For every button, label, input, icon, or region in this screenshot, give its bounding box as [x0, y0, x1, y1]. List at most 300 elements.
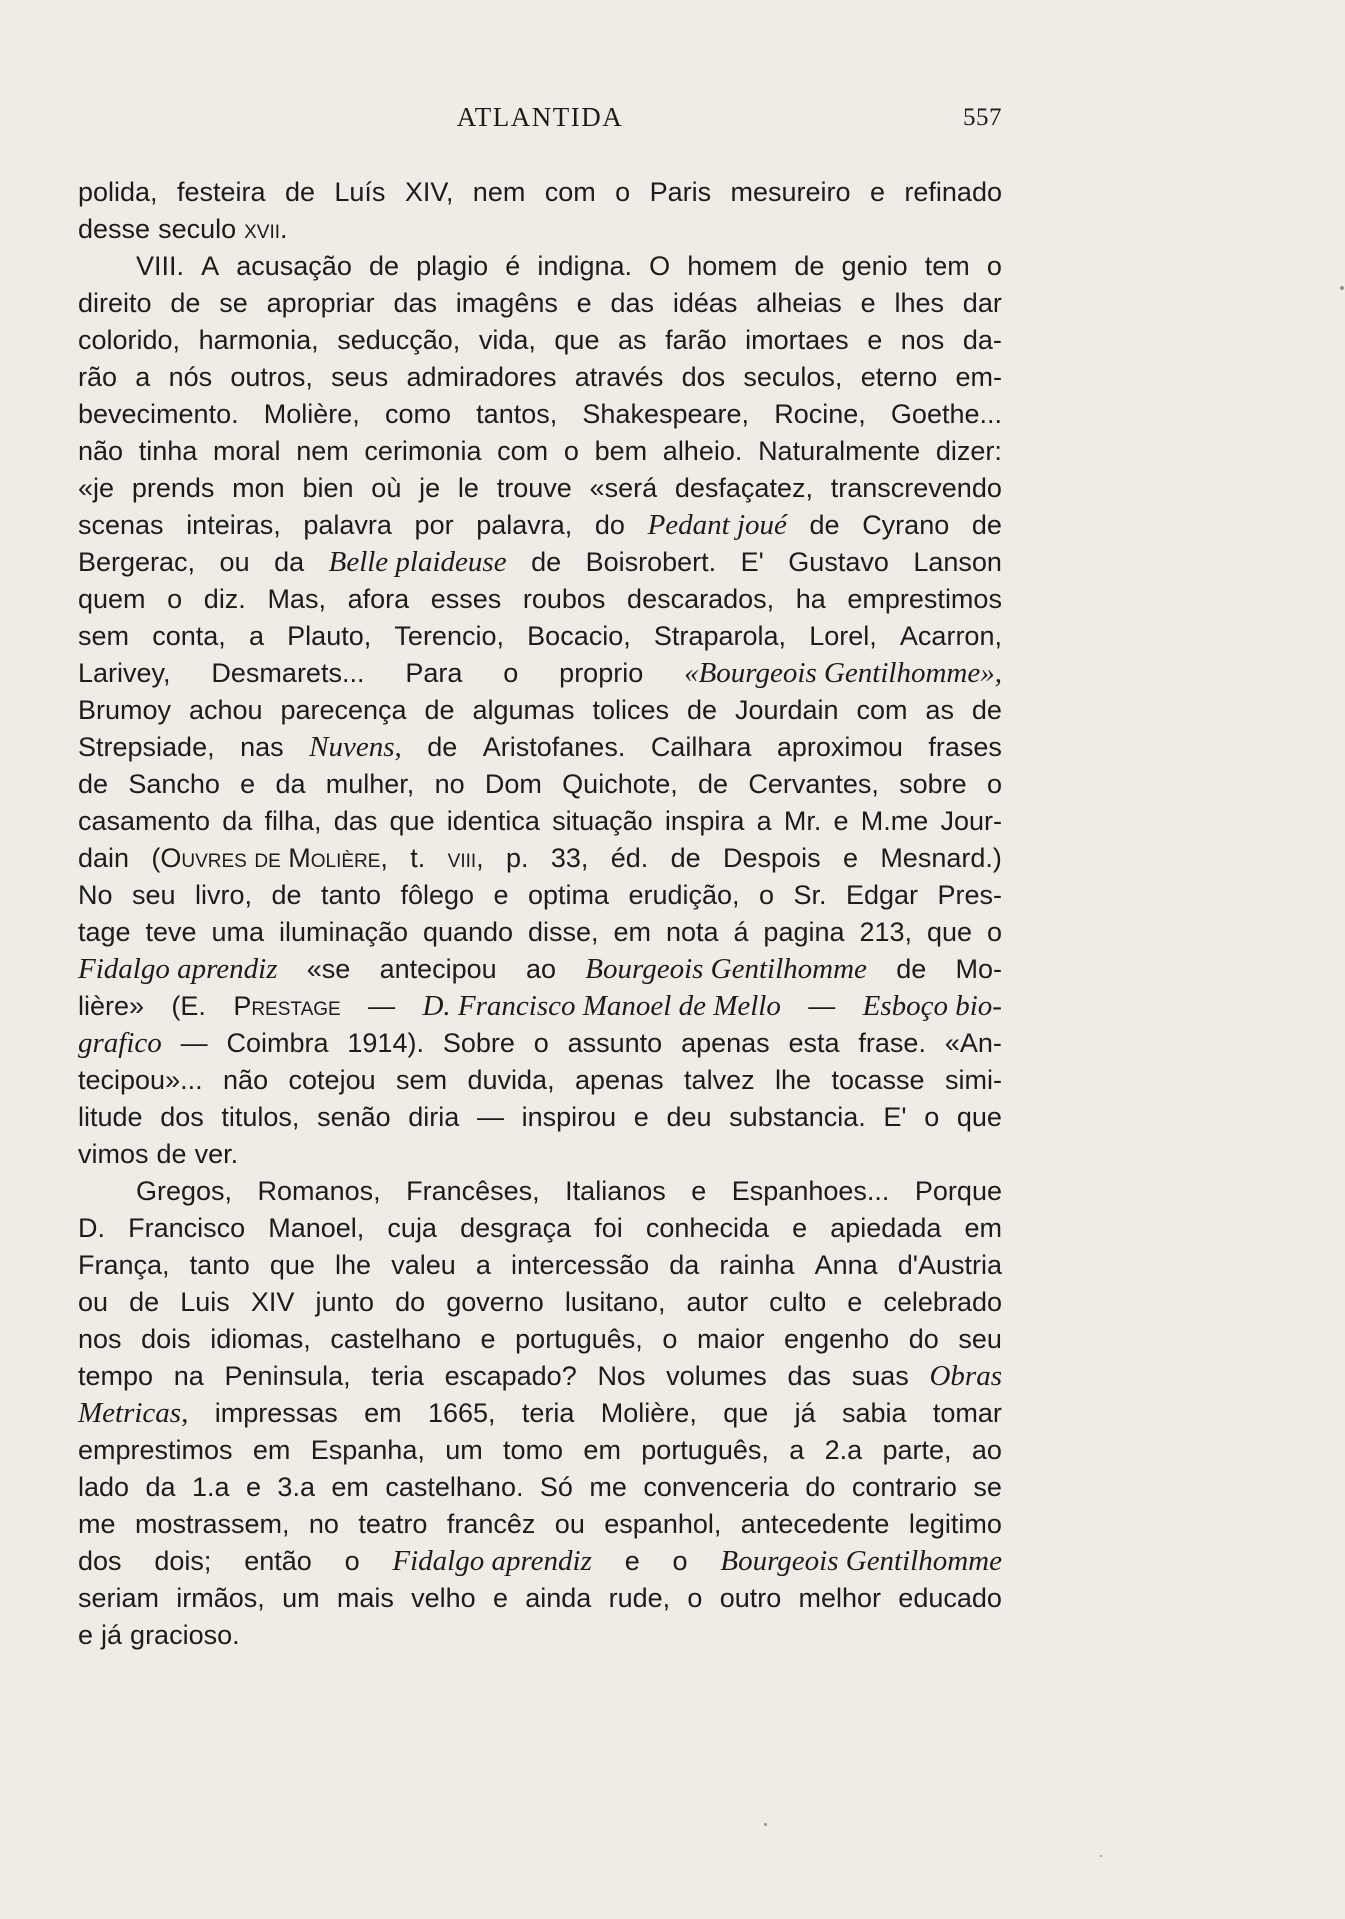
text-word: Goethe... — [890, 399, 1002, 429]
text-word: Brumoy — [78, 695, 172, 725]
text-word: e — [492, 1583, 508, 1613]
text-word: Fidalgo aprendiz — [78, 953, 278, 985]
text-word: lhes — [894, 288, 944, 318]
text-word: Aristofanes. — [482, 732, 626, 762]
text-word: titulos, — [221, 1102, 300, 1132]
text-line — [78, 174, 1002, 211]
text-word: lière» — [78, 991, 145, 1021]
text-line — [78, 877, 1002, 914]
text-line — [78, 470, 1002, 507]
text-word: senão — [317, 1102, 391, 1132]
text-word: da — [145, 1472, 176, 1502]
text-line — [78, 1210, 1002, 1247]
text-word: mais — [336, 1583, 394, 1613]
text-word: mesureiro — [730, 177, 851, 207]
text-word: Bourgeois Gentilhomme — [585, 953, 867, 985]
text-word: afora — [347, 584, 410, 614]
paper-speck — [1340, 286, 1344, 290]
text-word: o — [986, 769, 1002, 799]
text-word: dos — [160, 1102, 204, 1132]
text-word: cotejou — [288, 1065, 376, 1095]
text-word: engenho — [784, 1324, 890, 1354]
text-word: e — [869, 177, 885, 207]
text-word: No — [78, 880, 113, 910]
text-word: optima — [527, 880, 610, 910]
text-word: ou — [219, 547, 250, 577]
text-line — [78, 951, 1002, 988]
text-word: teatro — [358, 1509, 428, 1539]
text-word: as — [925, 695, 954, 725]
text-word: a — [789, 1435, 805, 1465]
text-word: quem — [78, 584, 146, 614]
text-word: D. — [78, 1213, 105, 1243]
text-word: Bourgeois Gentilhomme — [720, 1545, 1002, 1577]
text-word: Molière, — [263, 399, 360, 429]
text-word: ao — [525, 954, 557, 984]
text-word: dos — [78, 1546, 122, 1576]
text-word: me — [589, 1472, 627, 1502]
text-word: que — [956, 1102, 1002, 1132]
text-word: de — [809, 510, 840, 540]
text-line — [78, 322, 1002, 359]
text-word: o — [344, 1546, 360, 1576]
text-word: Anna — [814, 1250, 878, 1280]
text-line — [78, 1025, 1002, 1062]
text-word: de — [156, 1139, 187, 1169]
text-word: Bergerac, — [78, 547, 196, 577]
text-word: suas — [851, 1361, 909, 1391]
text-word: «se — [306, 954, 351, 984]
text-word: (Ouvres de Molière, — [151, 843, 388, 873]
text-word: Mas, — [267, 584, 326, 614]
text-word: bien — [302, 473, 354, 503]
text-word: cuja — [387, 1213, 437, 1243]
text-word: de — [896, 954, 927, 984]
text-word: mulher, — [325, 769, 415, 799]
paper-speck — [764, 1823, 767, 1826]
text-word: o — [687, 1583, 703, 1613]
text-line — [78, 803, 1002, 840]
text-word: acusação — [236, 251, 352, 281]
text-word: Edgar — [845, 880, 919, 910]
text-word: inspirou — [521, 1102, 617, 1132]
text-word: e — [792, 1213, 808, 1243]
text-word: como — [384, 399, 451, 429]
text-word: português, — [515, 1324, 643, 1354]
text-word: Italianos — [565, 1176, 666, 1206]
text-word: XIV, — [404, 177, 454, 207]
text-word: dos — [681, 362, 726, 392]
text-word: e — [633, 1102, 649, 1132]
text-word: Quichote, — [562, 769, 678, 799]
text-word: impressas — [214, 1398, 338, 1428]
text-word: do — [805, 1472, 836, 1502]
text-word: rainha — [719, 1250, 795, 1280]
text-word: Pedant joué — [647, 509, 787, 541]
text-word: sem — [396, 1065, 448, 1095]
text-word: o — [167, 584, 183, 614]
text-word: espanhol, — [604, 1509, 722, 1539]
text-word: alheio. — [662, 436, 743, 466]
text-word: volumes — [666, 1361, 767, 1391]
text-word: nos — [900, 325, 945, 355]
text-word: no — [434, 769, 465, 799]
text-word: E' — [740, 547, 764, 577]
text-word: Para — [405, 658, 463, 688]
text-word: seducção, — [337, 325, 461, 355]
text-word: aproximou — [776, 732, 903, 762]
text-word: tantos, — [476, 399, 558, 429]
text-word: idéas — [672, 288, 738, 318]
text-word: não — [78, 436, 124, 466]
text-word: simi- — [945, 1065, 1002, 1095]
text-word: que — [926, 917, 973, 947]
text-word: idiomas, — [210, 1324, 311, 1354]
text-word: cerimonia — [364, 436, 482, 466]
text-word: colorido, — [78, 325, 181, 355]
text-word: apiedada — [830, 1213, 942, 1243]
text-word: culto — [769, 1287, 827, 1317]
text-word: plagio — [416, 251, 489, 281]
text-word: celebrado — [883, 1287, 1002, 1317]
text-word: Rocine, — [774, 399, 866, 429]
text-word: litude — [78, 1102, 143, 1132]
text-word: roubos — [522, 584, 606, 614]
text-word: Larivey, — [78, 658, 171, 688]
text-word: prends — [131, 473, 215, 503]
text-word: palavra — [303, 510, 392, 540]
text-word: direito — [78, 288, 152, 318]
text-word: apropriar — [266, 288, 375, 318]
text-word: éd. — [610, 843, 649, 873]
text-word: descarados, — [627, 584, 775, 614]
text-word: do — [395, 1287, 426, 1317]
text-word: das — [787, 1361, 831, 1391]
text-word: frase. — [858, 1028, 926, 1058]
text-word: Porque — [914, 1176, 1002, 1206]
text-word: no — [308, 1509, 339, 1539]
text-word: viii, — [447, 843, 484, 873]
text-word: O — [649, 251, 671, 281]
text-word: — — [808, 991, 836, 1021]
text-word: Belle plaideuse — [328, 546, 507, 578]
text-word: em — [583, 1435, 621, 1465]
text-word: vimos — [78, 1139, 149, 1169]
text-word: Gustavo — [788, 547, 889, 577]
text-word: esta — [788, 1028, 840, 1058]
text-word: quando — [422, 917, 514, 947]
text-word: e — [842, 843, 858, 873]
text-word: Jour- — [940, 806, 1002, 836]
text-word: escapado? — [444, 1361, 577, 1391]
text-word: p. — [506, 843, 529, 873]
text-word: Nuvens, — [309, 731, 402, 763]
text-word: da — [275, 769, 306, 799]
text-word: se — [973, 1472, 1002, 1502]
text-word: esses — [430, 584, 502, 614]
text-word: e — [860, 288, 876, 318]
text-word: Dom — [484, 769, 542, 799]
text-word: D. Francisco Manoel de Mello — [422, 990, 781, 1022]
text-word: na — [173, 1361, 204, 1391]
text-word: le — [457, 473, 479, 503]
text-word: e — [240, 769, 256, 799]
text-word: rude, — [608, 1583, 671, 1613]
text-word: Molière, — [600, 1398, 697, 1428]
text-word: Francêses, — [406, 1176, 540, 1206]
text-word: o — [503, 658, 519, 688]
text-word: que — [554, 325, 600, 355]
text-word: identica — [446, 806, 540, 836]
text-word: 3.a — [277, 1472, 315, 1502]
text-word: Fidalgo aprendiz — [392, 1545, 592, 1577]
text-word: parecença — [280, 695, 407, 725]
text-word: contrario — [851, 1472, 957, 1502]
text-word: (E. — [171, 991, 206, 1021]
text-word: já — [101, 1620, 123, 1650]
text-word: Obras — [929, 1360, 1002, 1392]
text-word: emprestimos — [78, 1435, 233, 1465]
text-word: ou — [78, 1287, 109, 1317]
text-word: o — [533, 1028, 549, 1058]
text-word: bevecimento. — [78, 399, 239, 429]
text-word: não — [223, 1065, 269, 1095]
text-word: deu — [666, 1102, 712, 1132]
text-word: seculos, — [743, 362, 843, 392]
text-word: em — [364, 1398, 402, 1428]
text-line — [78, 1506, 1002, 1543]
text-line — [78, 1432, 1002, 1469]
text-word: nos — [78, 1324, 122, 1354]
text-line — [78, 1173, 1002, 1210]
text-word: de — [531, 547, 562, 577]
text-word: valeu — [391, 1250, 456, 1280]
text-word: ainda — [525, 1583, 592, 1613]
text-word: castelhano. — [385, 1472, 524, 1502]
text-word: — — [476, 1102, 504, 1132]
text-word: M.me — [860, 806, 929, 836]
text-word: harmonia, — [198, 325, 319, 355]
text-word: e — [493, 880, 509, 910]
text-line — [78, 507, 1002, 544]
text-word: conhecida — [645, 1213, 769, 1243]
text-word: diria — [408, 1102, 460, 1132]
text-word: Cyrano — [862, 510, 950, 540]
text-line — [78, 1284, 1002, 1321]
text-word: où — [371, 473, 402, 503]
text-word: o — [986, 917, 1002, 947]
text-word: Despois — [723, 843, 821, 873]
text-word: Pres- — [937, 880, 1002, 910]
text-line — [78, 1617, 1002, 1654]
text-word: 1665, — [427, 1398, 496, 1428]
text-word: convenceria — [643, 1472, 789, 1502]
text-line — [78, 618, 1002, 655]
text-word: em- — [955, 362, 1002, 392]
text-word: sem — [78, 621, 130, 651]
text-word: de — [271, 880, 302, 910]
text-word: Lorel, — [809, 621, 877, 651]
text-word: intercessão — [511, 1250, 650, 1280]
text-word: Espanha, — [310, 1435, 425, 1465]
text-word: então — [244, 1546, 312, 1576]
text-word: — — [368, 991, 396, 1021]
text-word: inteiras, — [186, 510, 281, 540]
text-word: e — [624, 1546, 640, 1576]
text-word: de — [427, 732, 458, 762]
text-word: Boisrobert. — [585, 547, 717, 577]
text-word: o — [759, 880, 775, 910]
text-word: Straparola, — [653, 621, 786, 651]
text-word: imortaes — [745, 325, 849, 355]
text-word: Mesnard.) — [880, 843, 1002, 873]
text-word: polida, — [78, 177, 158, 207]
text-line — [78, 988, 1002, 1025]
text-word: em — [964, 1213, 1002, 1243]
text-word: algumas — [472, 695, 575, 725]
text-word: iluminação — [278, 917, 409, 947]
text-word: palavra, — [476, 510, 573, 540]
page-number: 557 — [963, 104, 1002, 131]
text-word: ha — [795, 584, 826, 614]
text-word: que — [269, 1250, 315, 1280]
text-word: de — [670, 843, 701, 873]
text-word: de — [78, 769, 109, 799]
text-word: tocasse — [831, 1065, 925, 1095]
text-word: Peninsula, — [224, 1361, 351, 1391]
text-word: á — [733, 917, 749, 947]
text-word: ver. — [194, 1139, 239, 1169]
text-word: casamento — [78, 806, 211, 836]
text-word: nota — [665, 917, 719, 947]
text-word: Mr. — [783, 806, 822, 836]
text-word: teve — [145, 917, 197, 947]
text-word: fôlego — [400, 880, 475, 910]
text-word: «será — [589, 473, 658, 503]
text-word: antecedente — [740, 1509, 890, 1539]
text-word: com — [856, 695, 908, 725]
text-word: teria — [521, 1398, 575, 1428]
text-word: nas — [240, 732, 284, 762]
text-word: sobre — [899, 769, 967, 799]
text-word: Esboço bio- — [862, 990, 1002, 1022]
text-word: tomar — [932, 1398, 1002, 1428]
text-word: e — [691, 1176, 707, 1206]
text-word: 1914). — [347, 1028, 424, 1058]
text-word: português, — [641, 1435, 769, 1465]
text-word: através — [574, 362, 664, 392]
text-word: a — [135, 362, 151, 392]
text-line — [78, 285, 1002, 322]
text-word: alheias — [756, 288, 842, 318]
text-line — [78, 914, 1002, 951]
text-word: se — [219, 288, 248, 318]
text-word: de — [129, 1287, 160, 1317]
text-word: Sobre — [442, 1028, 515, 1058]
text-line — [78, 359, 1002, 396]
text-word: gracioso. — [130, 1620, 240, 1650]
text-word: lhe — [335, 1250, 372, 1280]
text-line — [78, 1321, 1002, 1358]
text-word: Espanhoes... — [731, 1176, 890, 1206]
text-word: tinha — [138, 436, 198, 466]
text-word: disse, — [528, 917, 599, 947]
text-word: nem — [472, 177, 526, 207]
text-word: seculo — [158, 214, 237, 244]
text-word: outros, — [230, 362, 313, 392]
text-word: tempo — [78, 1361, 154, 1391]
text-word: Strepsiade, — [78, 732, 215, 762]
text-line — [78, 433, 1002, 470]
text-word: je — [419, 473, 441, 503]
text-word: moral — [213, 436, 281, 466]
text-word: as — [618, 325, 647, 355]
text-word: França, — [78, 1250, 170, 1280]
text-word: livro, — [194, 880, 252, 910]
text-word: junto — [315, 1287, 375, 1317]
text-line — [78, 766, 1002, 803]
text-word: 1.a — [191, 1472, 230, 1502]
text-word: d'Austria — [897, 1250, 1002, 1280]
text-word: já — [794, 1398, 816, 1428]
text-line — [78, 1395, 1002, 1432]
text-word: Coimbra — [226, 1028, 329, 1058]
text-word: refinado — [904, 177, 1002, 207]
body-text — [78, 174, 1002, 1654]
text-word: e — [847, 1287, 863, 1317]
text-word: conta, — [152, 621, 226, 651]
text-word: achou — [188, 695, 263, 725]
text-word: Bocacio, — [527, 621, 631, 651]
text-word: é — [505, 251, 521, 281]
text-word: Terencio, — [394, 621, 504, 651]
text-word: desse — [78, 214, 151, 244]
text-word: de — [971, 510, 1002, 540]
text-word: scenas — [78, 510, 164, 540]
text-word: t. — [410, 843, 426, 873]
text-line — [78, 248, 1002, 285]
text-word: foi — [594, 1213, 623, 1243]
text-word: irmãos, — [176, 1583, 265, 1613]
text-word: tolices — [592, 695, 670, 725]
text-word: de — [794, 251, 825, 281]
text-word: tanto — [189, 1250, 250, 1280]
text-word: substancia. — [729, 1102, 866, 1132]
text-line — [78, 1247, 1002, 1284]
text-word: me — [78, 1509, 116, 1539]
text-word: genio — [841, 251, 908, 281]
text-word: indigna. — [537, 251, 633, 281]
text-word: ou — [554, 1509, 585, 1539]
text-word: das — [393, 288, 437, 318]
text-line — [78, 581, 1002, 618]
text-word: desfaçatez, — [674, 473, 813, 503]
text-word: e — [245, 1472, 261, 1502]
text-word: lado — [78, 1472, 130, 1502]
running-head — [78, 102, 1002, 136]
text-word: grafico — [78, 1027, 162, 1059]
text-word: teria — [371, 1361, 424, 1391]
text-word: Paris — [649, 177, 712, 207]
text-word: mon — [232, 473, 285, 503]
text-line — [78, 211, 1002, 248]
text-word: com — [544, 177, 596, 207]
text-word: frases — [928, 732, 1002, 762]
text-word: apenas — [681, 1028, 770, 1058]
text-word: Mo- — [955, 954, 1002, 984]
text-word: 2.a — [824, 1435, 863, 1465]
text-word: E' — [883, 1102, 907, 1132]
